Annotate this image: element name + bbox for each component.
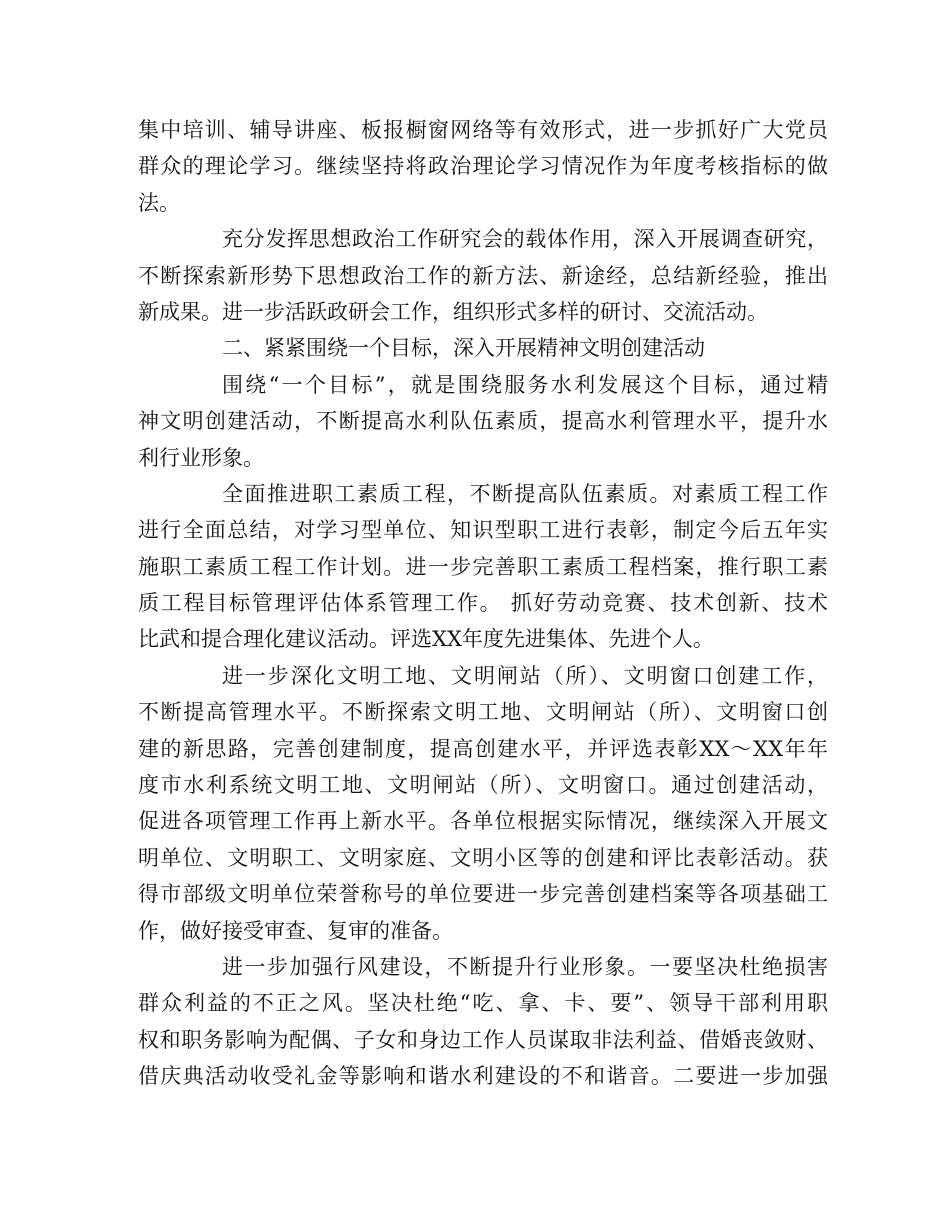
section-heading: 二、紧紧围绕一个目标，深入开展精神文明创建活动 [222, 336, 705, 361]
text-line: 权和职务影响为配偶、子女和身边工作人员谋取非法利益、借婚丧敛财、 [138, 1027, 828, 1052]
paragraph-first-line: 围绕“一个目标”，就是围绕服务水利发展这个目标，通过精 [222, 372, 828, 397]
text-line: 新成果。进一步活跃政研会工作，组织形式多样的研讨、交流活动。 [138, 299, 768, 324]
text-line: 群众的理论学习。继续坚持将政治理论学习情况作为年度考核指标的做 [138, 154, 828, 179]
text-line: 建的新思路，完善创建制度，提高创建水平，并评选表彰XX～XX年年 [138, 736, 828, 761]
text-line: 利行业形象。 [138, 445, 264, 470]
document-body [138, 112, 828, 1095]
text-line: 群众利益的不正之风。坚决杜绝“吃、拿、卡、要”、领导干部利用职 [138, 991, 828, 1016]
paragraph-first-line: 进一步加强行风建设，不断提升行业形象。一要坚决杜绝损害 [222, 954, 828, 979]
text-line: 比武和提合理化建议活动。评选XX年度先进集体、先进个人。 [138, 627, 714, 652]
text-line: 施职工素质工程工作计划。进一步完善职工素质工程档案，推行职工素 [138, 554, 828, 579]
paragraph-first-line: 充分发挥思想政治工作研究会的载体作用，深入开展调查研究， [222, 227, 828, 252]
text-line: 进行全面总结，对学习型单位、知识型职工进行表彰，制定今后五年实 [138, 518, 828, 543]
text-line: 作，做好接受审查、复审的准备。 [138, 918, 453, 943]
paragraph-first-line: 全面推进职工素质工程，不断提高队伍素质。对素质工程工作 [222, 481, 828, 506]
text-line: 度市水利系统文明工地、文明闸站（所）、文明窗口。通过创建活动， [138, 773, 828, 798]
text-line: 质工程目标管理评估体系管理工作。 抓好劳动竞赛、技术创新、技术 [138, 591, 828, 616]
text-line: 明单位、文明职工、文明家庭、文明小区等的创建和评比表彰活动。获 [138, 845, 828, 870]
text-line: 借庆典活动收受礼金等影响和谐水利建设的不和谐音。二要进一步加强 [138, 1064, 828, 1089]
text-line: 促进各项管理工作再上新水平。各单位根据实际情况，继续深入开展文 [138, 809, 828, 834]
text-line: 不断提高管理水平。不断探索文明工地、文明闸站（所）、文明窗口创 [138, 700, 828, 725]
text-line: 法。 [138, 190, 180, 215]
text-line: 得市部级文明单位荣誉称号的单位要进一步完善创建档案等各项基础工 [138, 882, 828, 907]
text-line: 不断探索新形势下思想政治工作的新方法、新途经，总结新经验，推出 [138, 263, 828, 288]
text-line: 集中培训、辅导讲座、板报橱窗网络等有效形式，进一步抓好广大党员 [138, 118, 828, 142]
text-line: 神文明创建活动，不断提高水利队伍素质，提高水利管理水平，提升水 [138, 409, 828, 434]
paragraph-first-line: 进一步深化文明工地、文明闸站（所）、文明窗口创建工作， [222, 663, 828, 688]
